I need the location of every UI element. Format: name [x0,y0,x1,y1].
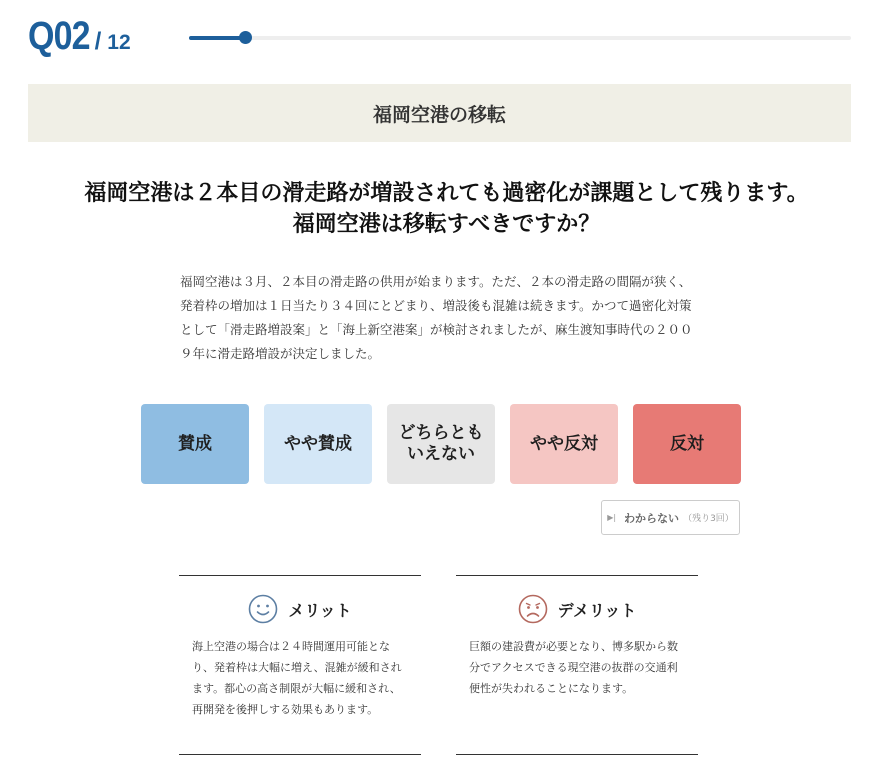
question-number [28,14,131,59]
demerit-text: 巨額の建設費が必要となり、博多駅から数分でアクセスできる現空港の抜群の交通利便性が失われることになります。 [469,640,678,695]
merit-panel [179,575,421,755]
answer-label: やや賛成 [284,433,352,454]
progress-knob [239,31,252,44]
merit-title: メリット [288,600,352,620]
total-questions: 12 [107,31,131,54]
answer-label: やや反対 [530,433,598,454]
current-question: Q02 [28,14,90,58]
question-line-1: 福岡空港は２本目の滑走路が増設されても過密化が課題として残ります。 [84,181,809,206]
answer-label: どちらともいえない [398,423,484,464]
answer-neutral-button[interactable] [387,404,495,484]
answer-somewhat-agree-button[interactable] [264,404,372,484]
skip-button[interactable] [601,500,740,535]
frown-face-icon [518,594,548,624]
question-text [0,178,893,240]
play-skip-icon: ▶| [607,513,617,522]
demerit-title: デメリット [557,600,637,620]
demerit-panel [456,575,698,755]
merit-text: 海上空港の場合は２４時間運用可能となり、発着枠は大幅に増え、混雑が緩和されます。都心の高さ制限が大幅に緩和され、再開発を後押しする効果もあります。 [192,640,402,716]
progress-fill [189,36,245,40]
skip-label: わからない [624,511,680,525]
answer-options [141,404,741,484]
question-line-2: 福岡空港は移転すべきですか？ [292,212,601,237]
smile-face-icon [248,594,278,624]
category-title: 福岡空港の移転 [372,103,506,126]
skip-remaining: （残り3回） [683,514,734,524]
category-banner [28,84,851,142]
merit-heading [179,594,421,624]
answer-label: 賛成 [178,433,212,454]
demerit-heading [456,594,698,624]
question-description: 福岡空港は３月、２本目の滑走路の供用が始まります。ただ、２本の滑走路の間隔が狭く、発着枠の増加は１日当たり３４回にとどまり、増設後も混雑は続きます。かつて過密化対策として「滑走路増設案」と「海上新空港案」が検討されましたが、麻生渡知事時代の２００９年に滑走路増設が決定しました。 [180,274,693,361]
answer-disagree-button[interactable] [633,404,741,484]
answer-label: 反対 [670,433,704,454]
answer-somewhat-disagree-button[interactable] [510,404,618,484]
answer-agree-button[interactable] [141,404,249,484]
question-separator: / [94,28,102,55]
progress-bar [189,36,851,40]
